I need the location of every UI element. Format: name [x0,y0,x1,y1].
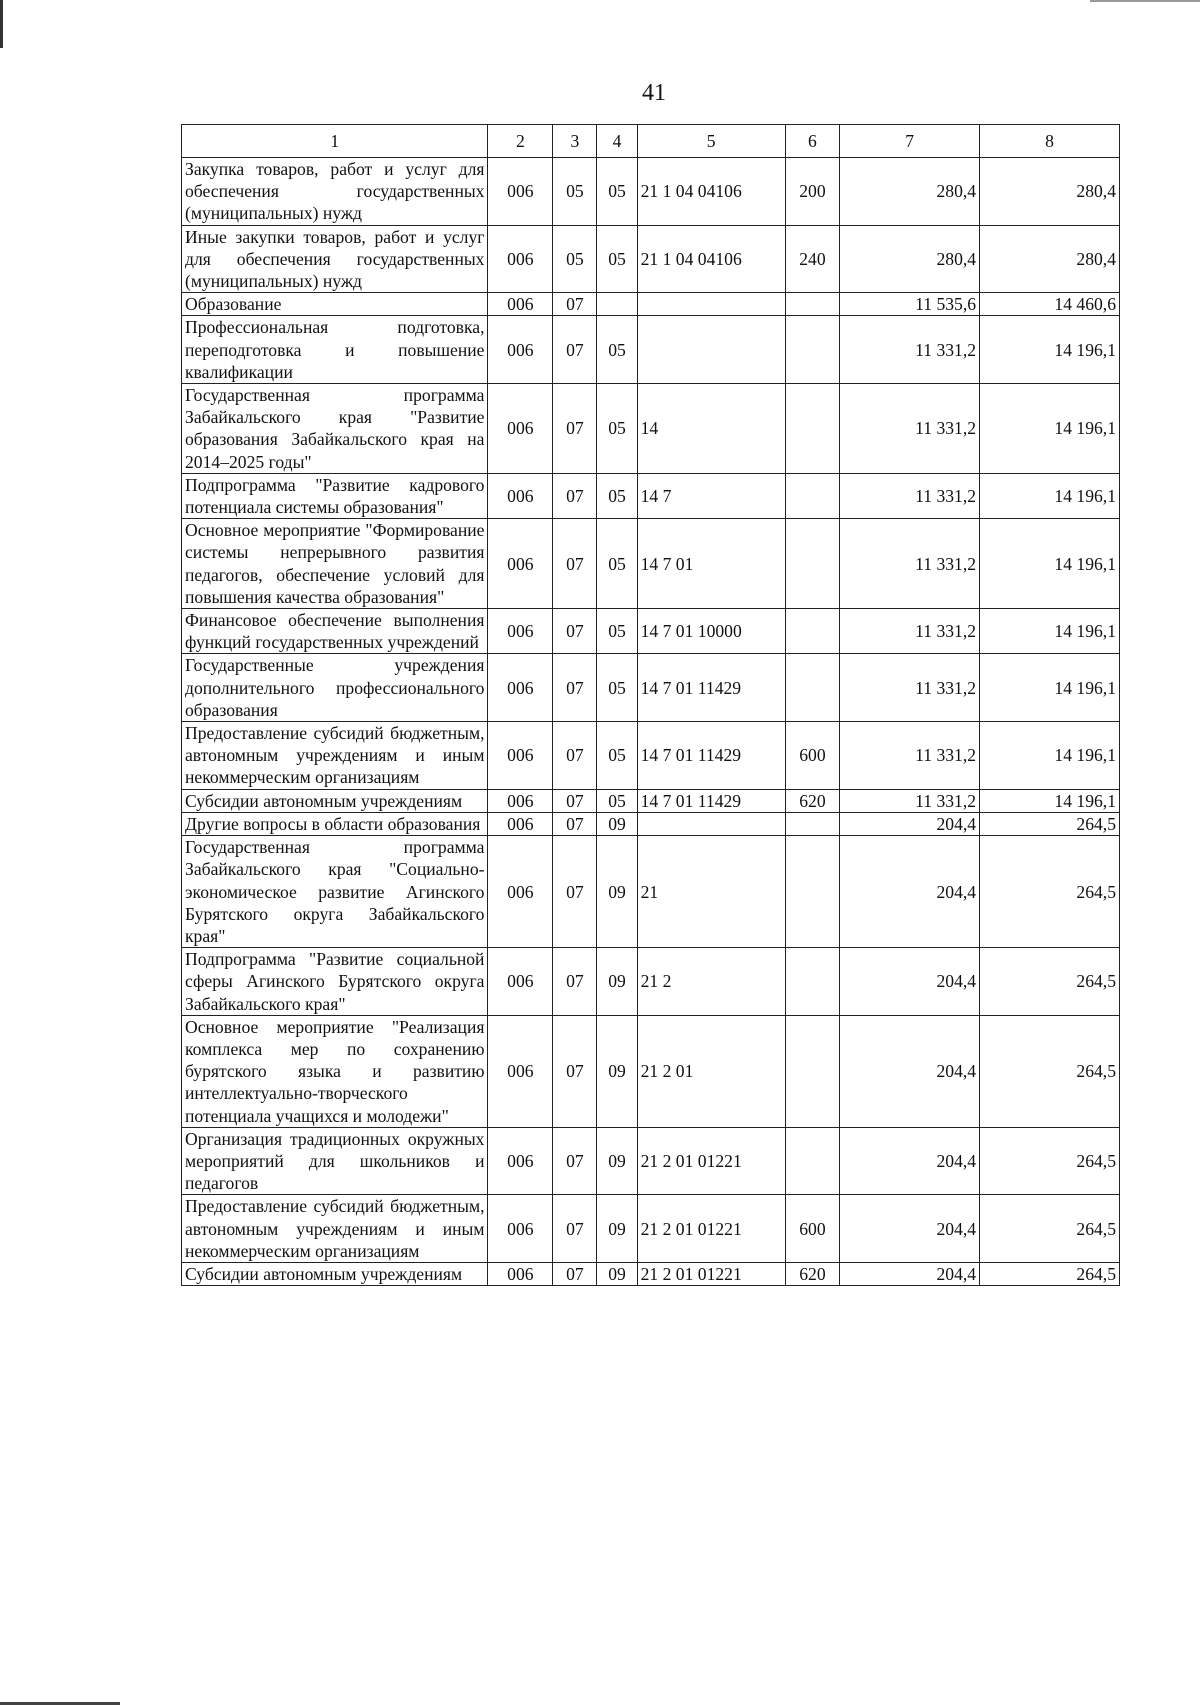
table-row [182,1015,1120,1127]
section-code-cell: 07 [553,789,597,812]
expense-type-cell [785,1015,840,1127]
expense-type-cell [785,473,840,518]
amount-col7-cell: 204,4 [840,1262,980,1285]
ministry-code-cell: 006 [488,1015,553,1127]
expense-type-cell: 620 [785,789,840,812]
row-name-cell: Подпрограмма "Развитие кадрового потенциала системы образования" [182,473,488,518]
header-row [182,125,1120,158]
table-row [182,384,1120,474]
amount-col7-cell: 204,4 [840,1195,980,1263]
amount-col7-cell: 204,4 [840,1015,980,1127]
ministry-code-cell: 006 [488,654,553,722]
row-name-cell: Государственные учреждения дополнительного профессионального образования [182,654,488,722]
section-code-cell: 07 [553,293,597,316]
section-code-cell: 07 [553,316,597,384]
target-item-cell [637,316,785,384]
subsection-code-cell: 05 [597,316,637,384]
col-header-5: 5 [637,125,785,158]
amount-col7-cell: 11 331,2 [840,519,980,609]
target-item-cell: 14 7 01 11429 [637,654,785,722]
subsection-code-cell: 05 [597,722,637,790]
ministry-code-cell: 006 [488,812,553,835]
section-code-cell: 07 [553,1262,597,1285]
row-name-cell: Финансовое обеспечение выполнения функций государственных учреждений [182,609,488,654]
amount-col7-cell: 11 331,2 [840,473,980,518]
amount-col7-cell: 204,4 [840,836,980,948]
subsection-code-cell [597,293,637,316]
table-row [182,1262,1120,1285]
amount-col7-cell: 11 331,2 [840,654,980,722]
subsection-code-cell: 09 [597,812,637,835]
col-header-7: 7 [840,125,980,158]
amount-col7-cell: 204,4 [840,812,980,835]
amount-col7-cell: 11 331,2 [840,789,980,812]
expense-type-cell [785,384,840,474]
amount-col8-cell: 280,4 [980,225,1120,293]
ministry-code-cell: 006 [488,789,553,812]
subsection-code-cell: 05 [597,384,637,474]
target-item-cell [637,812,785,835]
row-name-cell: Профессиональная подготовка, переподготовка и повышение квалификации [182,316,488,384]
expense-type-cell: 600 [785,722,840,790]
subsection-code-cell: 05 [597,158,637,226]
table-row [182,812,1120,835]
subsection-code-cell: 09 [597,948,637,1016]
expense-type-cell: 600 [785,1195,840,1263]
amount-col8-cell: 14 196,1 [980,473,1120,518]
ministry-code-cell: 006 [488,1127,553,1195]
subsection-code-cell: 09 [597,1127,637,1195]
target-item-cell: 21 2 01 [637,1015,785,1127]
amount-col8-cell: 14 460,6 [980,293,1120,316]
row-name-cell: Подпрограмма "Развитие социальной сферы Агинского Бурятского округа Забайкальского края" [182,948,488,1016]
target-item-cell [637,293,785,316]
row-name-cell: Основное мероприятие "Реализация комплекса мер по сохранению бурятского языка и развитию интеллектуально-творческого потенциала учащихся и молодежи" [182,1015,488,1127]
target-item-cell: 14 7 01 [637,519,785,609]
amount-col8-cell: 264,5 [980,948,1120,1016]
ministry-code-cell: 006 [488,836,553,948]
subsection-code-cell: 05 [597,654,637,722]
section-code-cell: 05 [553,225,597,293]
expense-type-cell: 200 [785,158,840,226]
table-row [182,316,1120,384]
expense-type-cell [785,812,840,835]
section-code-cell: 07 [553,812,597,835]
section-code-cell: 07 [553,473,597,518]
amount-col8-cell: 264,5 [980,812,1120,835]
section-code-cell: 07 [553,609,597,654]
ministry-code-cell: 006 [488,519,553,609]
ministry-code-cell: 006 [488,948,553,1016]
table-row [182,519,1120,609]
subsection-code-cell: 05 [597,519,637,609]
expense-type-cell [785,1127,840,1195]
section-code-cell: 07 [553,384,597,474]
col-header-6: 6 [785,125,840,158]
subsection-code-cell: 05 [597,609,637,654]
row-name-cell: Государственная программа Забайкальского края "Социально-экономическое развитие Агинского Бурятского округа Забайкальского края" [182,836,488,948]
table-row [182,225,1120,293]
amount-col8-cell: 280,4 [980,158,1120,226]
ministry-code-cell: 006 [488,384,553,474]
expense-type-cell: 620 [785,1262,840,1285]
amount-col8-cell: 264,5 [980,1127,1120,1195]
target-item-cell: 21 2 01 01221 [637,1262,785,1285]
subsection-code-cell: 09 [597,836,637,948]
expense-type-cell [785,316,840,384]
expense-type-cell [785,654,840,722]
col-header-8: 8 [980,125,1120,158]
row-name-cell: Образование [182,293,488,316]
target-item-cell: 14 7 [637,473,785,518]
section-code-cell: 07 [553,519,597,609]
amount-col8-cell: 14 196,1 [980,316,1120,384]
section-code-cell: 07 [553,948,597,1016]
target-item-cell: 21 2 01 01221 [637,1195,785,1263]
subsection-code-cell: 09 [597,1015,637,1127]
scan-edge-left [0,0,3,48]
amount-col7-cell: 204,4 [840,948,980,1016]
amount-col8-cell: 14 196,1 [980,519,1120,609]
row-name-cell: Субсидии автономным учреждениям [182,1262,488,1285]
amount-col7-cell: 11 331,2 [840,609,980,654]
scan-edge-top [1090,0,1200,2]
row-name-cell: Организация традиционных окружных мероприятий для школьников и педагогов [182,1127,488,1195]
subsection-code-cell: 09 [597,1262,637,1285]
target-item-cell: 21 2 01 01221 [637,1127,785,1195]
section-code-cell: 05 [553,158,597,226]
expense-type-cell: 240 [785,225,840,293]
ministry-code-cell: 006 [488,1195,553,1263]
table-row [182,836,1120,948]
amount-col7-cell: 280,4 [840,158,980,226]
target-item-cell: 14 7 01 11429 [637,789,785,812]
target-item-cell: 21 2 [637,948,785,1016]
expense-type-cell [785,519,840,609]
ministry-code-cell: 006 [488,293,553,316]
row-name-cell: Субсидии автономным учреждениям [182,789,488,812]
row-name-cell: Основное мероприятие "Формирование системы непрерывного развития педагогов, обеспечение условий для повышения качества образования" [182,519,488,609]
amount-col8-cell: 14 196,1 [980,654,1120,722]
subsection-code-cell: 05 [597,789,637,812]
subsection-code-cell: 05 [597,225,637,293]
section-code-cell: 07 [553,722,597,790]
amount-col7-cell: 280,4 [840,225,980,293]
ministry-code-cell: 006 [488,225,553,293]
section-code-cell: 07 [553,1127,597,1195]
target-item-cell: 14 [637,384,785,474]
ministry-code-cell: 006 [488,609,553,654]
target-item-cell: 21 [637,836,785,948]
ministry-code-cell: 006 [488,473,553,518]
amount-col8-cell: 264,5 [980,1262,1120,1285]
target-item-cell: 14 7 01 11429 [637,722,785,790]
row-name-cell: Предоставление субсидий бюджетным, автономным учреждениям и иным некоммерческим организациям [182,1195,488,1263]
target-item-cell: 14 7 01 10000 [637,609,785,654]
section-code-cell: 07 [553,654,597,722]
section-code-cell: 07 [553,836,597,948]
expense-type-cell [785,293,840,316]
subsection-code-cell: 05 [597,473,637,518]
row-name-cell: Другие вопросы в области образования [182,812,488,835]
table-row [182,1195,1120,1263]
ministry-code-cell: 006 [488,316,553,384]
table-row [182,473,1120,518]
budget-table [181,124,1120,1286]
ministry-code-cell: 006 [488,722,553,790]
table-row [182,654,1120,722]
amount-col8-cell: 14 196,1 [980,384,1120,474]
target-item-cell: 21 1 04 04106 [637,225,785,293]
ministry-code-cell: 006 [488,1262,553,1285]
amount-col8-cell: 14 196,1 [980,722,1120,790]
page-number: 41 [642,80,666,106]
amount-col7-cell: 204,4 [840,1127,980,1195]
table-row [182,293,1120,316]
table-row [182,948,1120,1016]
amount-col8-cell: 264,5 [980,836,1120,948]
amount-col8-cell: 264,5 [980,1015,1120,1127]
section-code-cell: 07 [553,1195,597,1263]
target-item-cell: 21 1 04 04106 [637,158,785,226]
table-row [182,609,1120,654]
row-name-cell: Закупка товаров, работ и услуг для обеспечения государственных (муниципальных) нужд [182,158,488,226]
expense-type-cell [785,836,840,948]
col-header-3: 3 [553,125,597,158]
table-row [182,158,1120,226]
amount-col7-cell: 11 331,2 [840,316,980,384]
amount-col7-cell: 11 331,2 [840,384,980,474]
amount-col7-cell: 11 535,6 [840,293,980,316]
table-row [182,722,1120,790]
table-row [182,789,1120,812]
amount-col7-cell: 11 331,2 [840,722,980,790]
row-name-cell: Предоставление субсидий бюджетным, автономным учреждениям и иным некоммерческим организациям [182,722,488,790]
section-code-cell: 07 [553,1015,597,1127]
amount-col8-cell: 14 196,1 [980,609,1120,654]
amount-col8-cell: 264,5 [980,1195,1120,1263]
col-header-2: 2 [488,125,553,158]
subsection-code-cell: 09 [597,1195,637,1263]
row-name-cell: Государственная программа Забайкальского края "Развитие образования Забайкальского края на 2014–2025 годы" [182,384,488,474]
col-header-4: 4 [597,125,637,158]
expense-type-cell [785,948,840,1016]
row-name-cell: Иные закупки товаров, работ и услуг для обеспечения государственных (муниципальных) нужд [182,225,488,293]
expense-type-cell [785,609,840,654]
table-row [182,1127,1120,1195]
col-header-1: 1 [182,125,488,158]
amount-col8-cell: 14 196,1 [980,789,1120,812]
ministry-code-cell: 006 [488,158,553,226]
